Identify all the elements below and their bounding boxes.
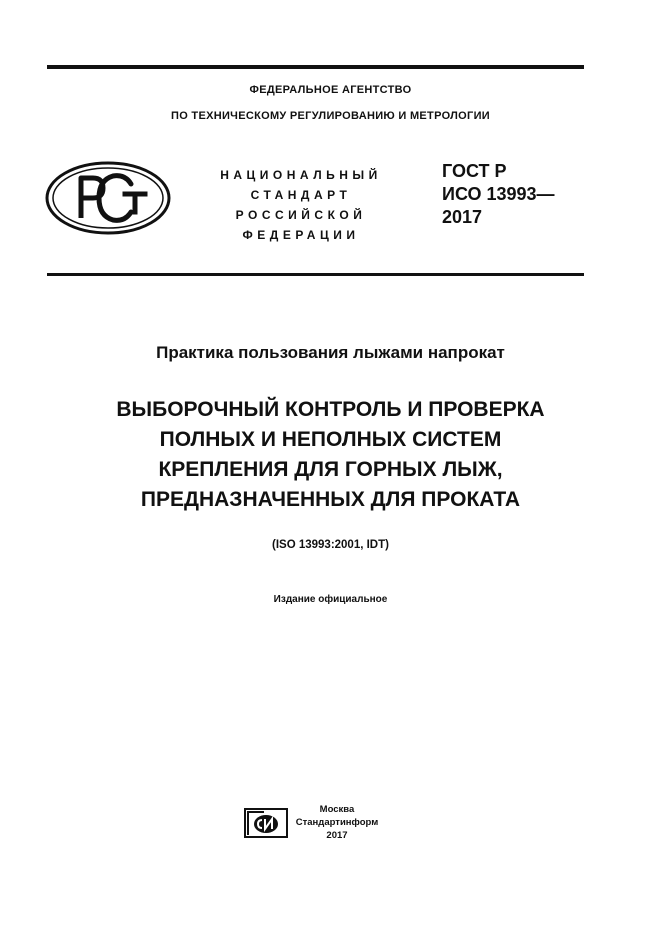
national-standard-line: ФЕДЕРАЦИИ bbox=[242, 228, 360, 242]
title-line: ВЫБОРОЧНЫЙ КОНТРОЛЬ И ПРОВЕРКА bbox=[116, 398, 545, 421]
national-standard-line: РОССИЙСКОЙ bbox=[235, 208, 367, 222]
document-title bbox=[0, 395, 661, 515]
agency-line-2: ПО ТЕХНИЧЕСКОМУ РЕГУЛИРОВАНИЮ И МЕТРОЛОГИИ bbox=[171, 110, 490, 122]
agency-line-1: ФЕДЕРАЛЬНОЕ АГЕНТСТВО bbox=[249, 84, 412, 96]
designation-line: ИСО 13993— bbox=[442, 184, 555, 204]
designation-line: ГОСТ Р bbox=[442, 161, 507, 181]
publisher-block bbox=[292, 803, 382, 842]
title-line: ПРЕДНАЗНАЧЕННЫХ ДЛЯ ПРОКАТА bbox=[140, 488, 521, 511]
standard-designation bbox=[442, 160, 555, 229]
publication-year: 2017 bbox=[326, 830, 348, 841]
national-standard-line: СТАНДАРТ bbox=[250, 188, 352, 202]
middle-rule bbox=[47, 273, 584, 276]
publisher-city: Москва bbox=[319, 804, 355, 815]
designation-line: 2017 bbox=[442, 207, 483, 227]
title-line: КРЕПЛЕНИЯ ДЛЯ ГОРНЫХ ЛЫЖ, bbox=[158, 458, 503, 481]
edition-label: Издание официальное bbox=[273, 594, 388, 605]
publisher-name: Стандартинформ bbox=[295, 817, 379, 828]
document-subtitle: Практика пользования лыжами напрокат bbox=[156, 343, 505, 362]
title-line: ПОЛНЫХ И НЕПОЛНЫХ СИСТЕМ bbox=[159, 428, 502, 451]
top-rule bbox=[47, 65, 584, 69]
iso-reference: (ISO 13993:2001, IDT) bbox=[272, 539, 389, 551]
standartinform-logo-icon bbox=[244, 808, 288, 838]
rst-emblem-icon bbox=[45, 160, 171, 236]
national-standard-line: НАЦИОНАЛЬНЫЙ bbox=[220, 168, 382, 182]
national-standard-label bbox=[196, 165, 406, 245]
